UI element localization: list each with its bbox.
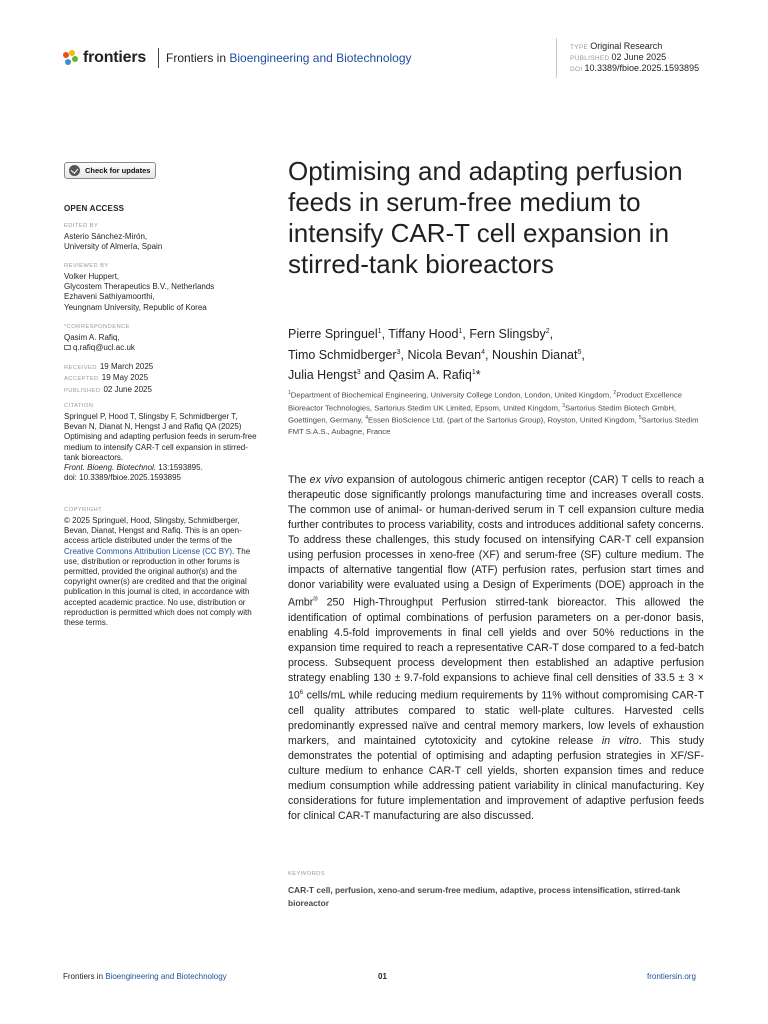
author-separator: , <box>381 327 389 342</box>
author-affiliation-index: 5 <box>577 348 582 356</box>
footer-prefix: Frontiers in <box>63 972 106 981</box>
correspondence-email[interactable]: q.rafiq@ucl.ac.uk <box>73 343 135 353</box>
author-separator: , <box>462 327 470 342</box>
author-affiliation-index: 3 <box>396 348 401 356</box>
correspondence-section <box>64 323 264 353</box>
frontiers-logo-icon <box>63 50 79 66</box>
affiliation-index: 5 <box>638 415 642 422</box>
affiliation-index: 4 <box>365 415 368 422</box>
reviewed-by-label: REVIEWED BY <box>64 263 109 269</box>
accepted-row <box>64 373 153 384</box>
published-value: 02 June 2025 <box>103 384 152 394</box>
journal-name[interactable]: Bioengineering and Biotechnology <box>229 51 412 65</box>
envelope-icon <box>64 345 71 350</box>
meta-divider <box>556 38 557 78</box>
received-label: RECEIVED <box>64 365 97 371</box>
editor-affiliation: University of Almería, Spain <box>64 242 163 252</box>
reviewer-affiliation: Glycostem Therapeutics B.V., Netherlands <box>64 282 215 292</box>
affiliation-index: 2 <box>613 390 617 396</box>
edited-by-section <box>64 222 264 252</box>
reviewer-name: Ezhaveni Sathiyamoorthi, <box>64 292 155 302</box>
abstract-text: in vitro <box>601 734 639 747</box>
citation-label: CITATION <box>64 403 94 409</box>
affiliation-text: Product Excellence Bioreactor Technologies, Sartorius Stedim UK Limited, Epsom, United Kingdom, <box>288 390 683 413</box>
page-number: 01 <box>378 972 387 981</box>
affiliation-text: Sartorius Stedim FMT S.A.S., Aubagne, France <box>288 415 699 436</box>
frontiers-logo[interactable] <box>63 48 146 68</box>
abstract-text: ® <box>313 597 318 604</box>
copyright-section <box>64 506 260 628</box>
author-affiliation-index: 1 <box>377 328 382 335</box>
author-list <box>288 323 718 385</box>
citation-volume: 13:1593895. <box>156 463 203 473</box>
citation-text: Springuel P, Hood T, Slingsby F, Schmidberger T, Bevan N, Dianat N, Hengst J and Rafiq QA (2025) Optimising and adapting perfusion feeds in serum-free medium to intensify CAR-T cell expansion in stirred-tank bioreactors. <box>64 412 257 462</box>
affiliations <box>288 388 708 437</box>
reviewer-name: Volker Huppert, <box>64 272 120 281</box>
correspondence-label: *CORRESPONDENCE <box>64 324 130 330</box>
abstract-text: 250 High-Throughput Perfusion stirred-tank bioreactor. This allowed the identification of optimal combinations of perfusion parameters on a per-donor basis, enabling 4.5-fold improvements in final cell yields and over 50% reductions in the expansion time required to reach a representative CAR-T dose compared to a fed-batch process. Subsequent process development then established an adaptive perfusion strategy enabling 130 ± 9.7-fold expansions to achieve final cell densities of 33.5 ± 3 × 10 <box>288 596 704 702</box>
author-separator: , <box>549 327 554 342</box>
accepted-label: ACCEPTED <box>64 376 99 383</box>
doi-value[interactable]: 10.3389/fbioe.2025.1593895 <box>584 63 700 73</box>
footer-journal[interactable] <box>63 972 227 981</box>
affiliation-text: Sartorius Stedim Biotech GmbH, Goettingen, Germany, <box>288 403 677 425</box>
doi[interactable] <box>570 63 699 75</box>
author-affiliation-index: 1 <box>471 369 476 377</box>
abstract-text: ex vivo <box>309 474 344 486</box>
author-affiliation-index: 3 <box>356 369 361 377</box>
reviewer-affiliation: Yeungnam University, Republic of Korea <box>64 302 207 312</box>
author-name[interactable]: Fern Slingsby <box>469 327 546 342</box>
header-divider <box>158 48 159 68</box>
edited-by-label: EDITED BY <box>64 223 99 229</box>
citation-doi[interactable]: doi: 10.3389/fbioe.2025.1593895 <box>64 473 181 483</box>
author-name[interactable]: Timo Schmidberger <box>288 347 397 362</box>
author-name[interactable]: Qasim A. Rafiq <box>388 368 472 383</box>
accepted-value: 19 May 2025 <box>101 373 149 383</box>
keywords: CAR-T cell, perfusion, xeno-and serum-free medium, adaptive, process intensification, stirred-tank bioreactor <box>288 885 681 908</box>
received-row <box>64 362 153 373</box>
keywords-label: KEYWORDS <box>288 871 326 877</box>
check-updates-label: Check for updates <box>85 166 151 175</box>
correspondence-name: Qasim A. Rafiq, <box>64 333 120 342</box>
author-name[interactable]: Julia Hengst <box>288 368 357 383</box>
citation-section <box>64 402 260 483</box>
author-separator: , <box>400 347 408 362</box>
citation-source <box>64 463 260 473</box>
check-circle-icon <box>69 165 80 176</box>
author-separator: and <box>360 368 389 383</box>
author-separator: , <box>485 347 492 362</box>
affiliation-index: 3 <box>562 402 565 409</box>
footer-journal-name[interactable]: Bioengineering and Biotechnology <box>105 972 227 981</box>
abstract-text: cells/mL while reducing medium requirements by 11% without compromising CAR-T cell quality attributes compared to static well-plate cultures. Harvested cells predominantly expressed naïve and central memory markers, low levels of exhaustion markers, and maintained cytotoxicity and cytokine release <box>288 689 704 747</box>
author-name[interactable]: Pierre Springuel <box>288 327 378 342</box>
logo-wordmark: frontiers <box>83 49 147 66</box>
abstract-text: The <box>288 474 310 486</box>
affiliation-index: 1 <box>288 390 291 396</box>
author-separator: , <box>581 347 585 362</box>
affiliation-text: Department of Biochemical Engineering, University College London, London, United Kingdom, <box>290 390 614 400</box>
open-access-label: OPEN ACCESS <box>64 204 125 213</box>
copyright-text-1: © 2025 Springuel, Hood, Slingsby, Schmidberger, Bevan, Dianat, Hengst and Rafiq. This is an open-access article distributed under the terms of the <box>64 516 242 546</box>
citation-journal: Front. Bioeng. Biotechnol. <box>64 463 157 473</box>
editor-name: Asterio Sánchez-Mirón, <box>64 232 148 241</box>
published-row <box>64 385 153 396</box>
check-for-updates-button[interactable] <box>64 162 156 179</box>
author-name[interactable]: Tiffany Hood <box>388 327 459 342</box>
copyright-label: COPYRIGHT <box>64 507 103 513</box>
published-label: PUBLISHED <box>570 55 610 62</box>
journal-title[interactable] <box>166 51 412 65</box>
cc-by-license-link[interactable]: Creative Commons Attribution License (CC BY) <box>64 546 233 556</box>
history-dates <box>64 362 153 396</box>
abstract-text: expansion of autologous chimeric antigen receptor (CAR) T cells to reach a therapeutic dose significantly prolongs manufacturing time and increases overall costs. The common use of animal- or human-derived serum in T cell expansion culture media further contributes to process variability, costs and introduces additional safety concerns. To address these challenges, this study focused on intensifying CAR-T cell expansion using perfusion processes in xeno-free (XF) and serum-free (SF) culture medium. The impacts of alternative tangential flow (ATF) perfusion rates, perfusion start times and donor variability were evaluated using a Design of Experiments (DOE) approach in the Ambr <box>288 474 704 609</box>
doi-label: DOI <box>570 66 583 73</box>
received-value: 19 March 2025 <box>99 362 154 371</box>
author-separator: * <box>475 368 481 383</box>
published-value: 02 June 2025 <box>611 52 667 62</box>
article-title: Optimising and adapting perfusion feeds in serum-free medium to intensify CAR-T cell expansion in stirred-tank bioreactors <box>288 156 683 279</box>
published-label: PUBLISHED <box>64 387 101 394</box>
affiliation-text: Essen BioScience Ltd. (part of the Sartorius Group), Royston, United Kingdom, <box>367 415 639 425</box>
author-name[interactable]: Noushin Dianat <box>491 347 578 362</box>
journal-prefix: Frontiers in <box>166 51 227 65</box>
type-value: Original Research <box>590 41 663 51</box>
abstract-text: 6 <box>299 690 304 697</box>
author-affiliation-index: 1 <box>458 328 463 335</box>
author-affiliation-index: 2 <box>545 328 550 335</box>
reviewed-by-section <box>64 262 264 313</box>
author-name[interactable]: Nicola Bevan <box>407 347 482 362</box>
abstract-text: . This study demonstrates the potential of optimising and adapting perfusion strategies in XF/SF-culture medium to enhance CAR-T cell yields, shorten expansion times and reduce medium consumption while addressing patient variability in clinical manufacturing. Key considerations for future implementation and improvement of adaptive perfusion feeds for clinical CAR-T manufacturing are also discussed. <box>288 734 704 823</box>
abstract <box>288 473 704 824</box>
type-label: TYPE <box>570 44 589 51</box>
author-affiliation-index: 4 <box>481 348 486 356</box>
footer-site-link[interactable]: frontiersin.org <box>647 972 696 981</box>
copyright-text <box>64 516 260 628</box>
correspondence-email-row[interactable] <box>64 343 264 353</box>
copyright-text-2: . The use, distribution or reproduction in other forums is permitted, provided the original author(s) and the copyright owner(s) are credited and that the original publication in this journal is cited, in accordance with accepted academic practice. No use, distribution or reproduction is permitted which does not comply with these terms. <box>64 546 252 628</box>
